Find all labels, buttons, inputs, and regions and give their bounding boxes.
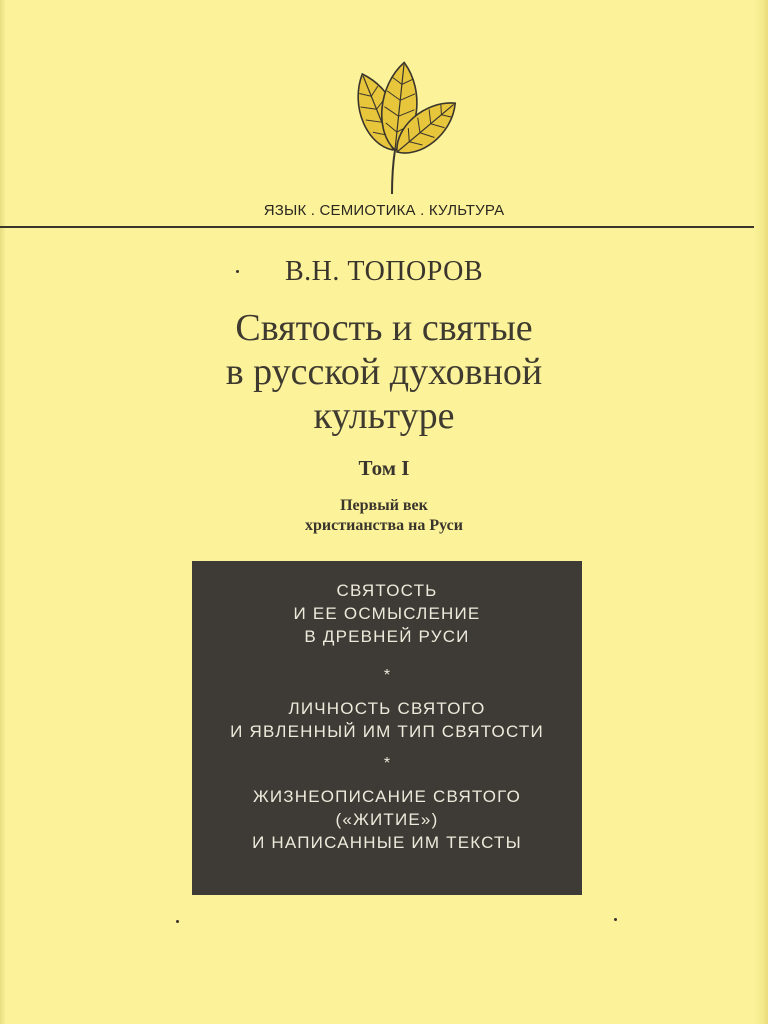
contents-panel <box>192 561 582 895</box>
contents-line: ЖИЗНЕОПИСАНИЕ СВЯТОГО <box>252 787 522 806</box>
contents-line: И НАПИСАННЫЕ ИМ ТЕКСТЫ <box>252 833 522 852</box>
subtitle-line: христианства на Руси <box>305 517 463 534</box>
volume-subtitle <box>0 496 768 536</box>
contents-block-2 <box>192 697 582 743</box>
contents-block-1 <box>192 579 582 648</box>
subtitle-line: Первый век <box>340 497 428 514</box>
separator-star: * <box>383 667 391 684</box>
separator-star: * <box>383 755 391 772</box>
contents-block-3 <box>192 785 582 854</box>
contents-line: ЛИЧНОСТЬ СВЯТОГО <box>288 699 486 718</box>
print-speck <box>614 918 617 921</box>
divider <box>0 226 768 228</box>
leaf-icon <box>300 58 470 198</box>
contents-line: И ЯВЛЕННЫЙ ИМ ТИП СВЯТОСТИ <box>230 722 544 741</box>
title-line: культуре <box>313 395 455 437</box>
contents-line: («ЖИТИЕ») <box>335 810 439 829</box>
author-name: В.Н. ТОПОРОВ <box>284 256 484 287</box>
series-title: ЯЗЫК . СЕМИОТИКА . КУЛЬТУРА <box>263 202 505 219</box>
book-title <box>0 306 768 438</box>
volume-label: Том I <box>358 456 410 480</box>
title-line: в русской духовной <box>225 351 543 393</box>
contents-line: В ДРЕВНЕЙ РУСИ <box>304 627 470 646</box>
contents-line: И ЕЕ ОСМЫСЛЕНИЕ <box>293 604 481 623</box>
print-speck <box>236 270 239 273</box>
title-line: Святость и святые <box>235 307 533 349</box>
print-speck <box>176 920 179 923</box>
contents-line: СВЯТОСТЬ <box>336 581 438 600</box>
